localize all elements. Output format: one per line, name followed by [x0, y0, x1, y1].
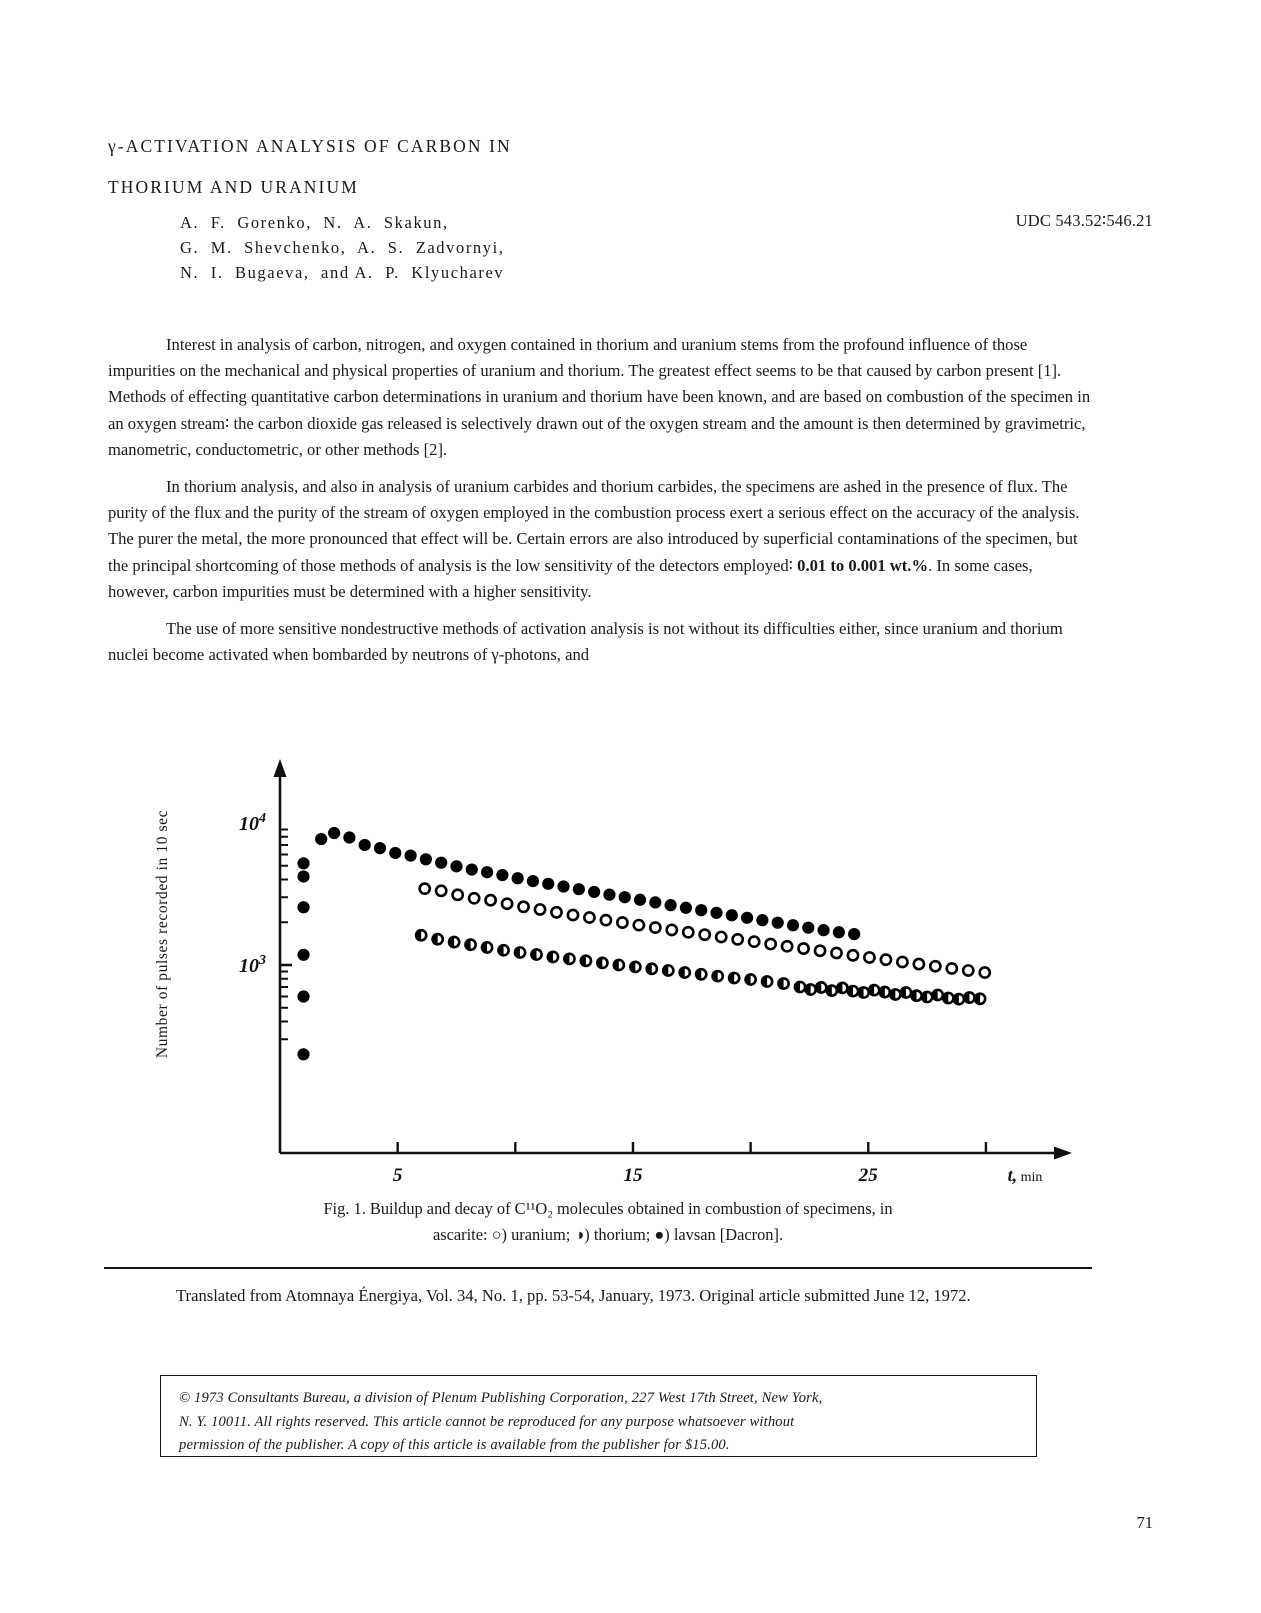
caption-line-1: Fig. 1. Buildup and decay of C¹¹O₂ molecules obtained in combustion of specimens, in	[323, 1199, 893, 1218]
svg-text:t, min: t, min	[1007, 1165, 1043, 1185]
article-body	[108, 332, 1093, 668]
svg-text:103: $10^3$	[239, 953, 266, 977]
svg-text:104: $10^4$	[239, 811, 266, 835]
copyright-box	[160, 1375, 1037, 1457]
figure-caption	[108, 1196, 1108, 1248]
paragraph-1: Interest in analysis of carbon, nitrogen, and oxygen contained in thorium and uranium stems from the profound influence of those impurities on the mechanical and physical properties of uranium and thorium. The greatest effect seems to be that caused by carbon present [1]. Methods of effecting quantitative carbon determinations in uranium and thorium have been known, and are based on combustion of the specimen in an oxygen stream∶ the carbon dioxide gas released is selectively drawn out of the oxygen stream and the amount is then determined by gravimetric, manometric, conductometric, or other methods [2].	[108, 335, 1091, 459]
title-line-1: γ-ACTIVATION ANALYSIS OF CARBON IN	[108, 136, 512, 156]
figure-1-plot	[108, 745, 1108, 1195]
sensitivity-value: 0.01 to 0.001 wt.%	[797, 555, 929, 575]
udc-code: UDC 543.52∶546.21	[1015, 211, 1153, 230]
paragraph-2-part-a: In thorium analysis, and also in analysis of uranium carbides and thorium carbides, the specimens are ashed in the presence of flux. The purity of the flux and the purity of the stream of oxygen employed in the combustion process exert a serious effect on the accuracy of the analysis. The purer the metal, the more pronounced that effect will be. Certain errors are also introduced by superficial contaminations of the specimen, but the principal shortcoming of those methods of analysis is the low sensitivity of the detectors employed∶	[108, 477, 1080, 575]
copyright-line-1: © 1973 Consultants Bureau, a division of Plenum Publishing Corporation, 227 West 17th Street, New York,	[179, 1390, 823, 1406]
title-line-2: THORIUM AND URANIUM	[108, 177, 359, 197]
page-title	[108, 126, 1008, 208]
svg-text:25: 25	[858, 1165, 878, 1186]
figure-1	[108, 745, 1108, 1195]
page-number: 71	[1136, 1513, 1153, 1532]
paragraph-2	[108, 474, 1093, 605]
paragraph-3: The use of more sensitive nondestructive methods of activation analysis is not without its difficulties either, since uranium and thorium nuclei become activated when bombarded by neutrons of γ-photons, and	[108, 619, 1063, 665]
author-line-3: N. I. Bugaeva, and A. P. Klyucharev	[180, 263, 505, 282]
svg-text:5: 5	[392, 1165, 403, 1186]
series-uranium	[420, 884, 990, 978]
y-axis-label: Number of pulses recorded in 10 sec	[154, 809, 171, 1059]
translation-text: Translated from Atomnaya Énergiya, Vol. 34, No. 1, pp. 53-54, January, 1973. Original article submitted June 12, 1972.	[176, 1286, 971, 1305]
paragraph-2-part-c: . In some cases, however, carbon impurities must be determined with a higher sensitivity.	[108, 555, 1033, 601]
copyright-line-2: N. Y. 10011. All rights reserved. This article cannot be reproduced for any purpose whatsoever without	[179, 1413, 795, 1430]
copyright-text	[179, 1387, 1019, 1458]
author-list	[180, 210, 820, 285]
author-line-1: A. F. Gorenko, N. A. Skakun,	[180, 213, 449, 232]
horizontal-rule	[104, 1267, 1092, 1269]
copyright-line-3: permission of the publisher. A copy of this article is available from the publisher for $15.00.	[179, 1437, 730, 1453]
author-line-2: G. M. Shevchenko, A. S. Zadvornyi,	[180, 238, 505, 257]
translation-note	[108, 1283, 1098, 1309]
svg-text:15: 15	[623, 1165, 643, 1186]
caption-line-2: ascarite: ○) uranium; ◑) thorium; ●) lavsan [Dacron].	[432, 1225, 784, 1244]
